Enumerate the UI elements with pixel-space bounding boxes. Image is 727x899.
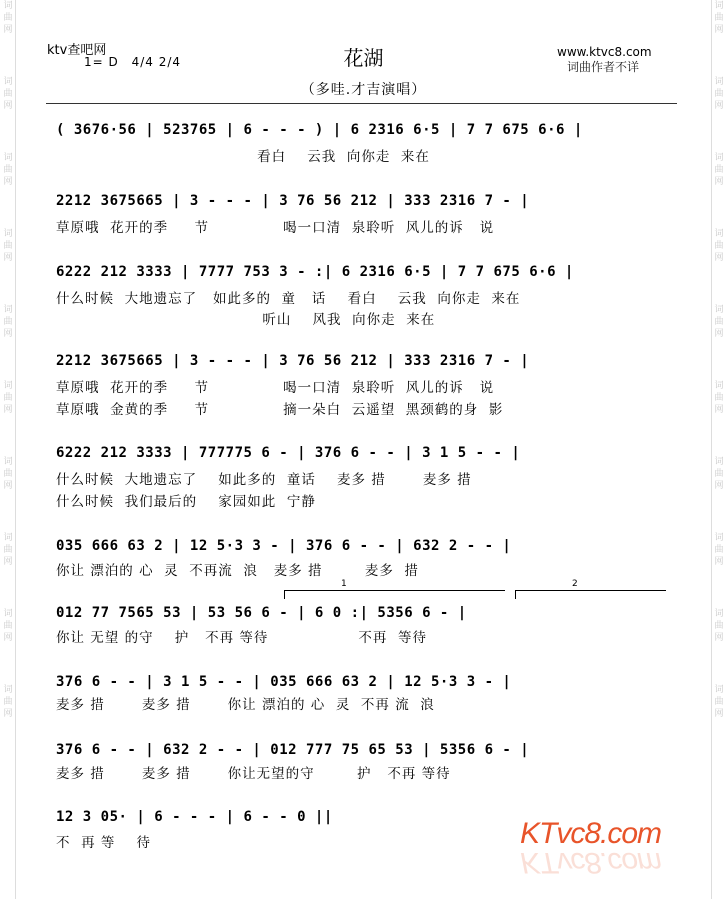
- margin-watermark-text: 词 曲 网: [3, 381, 13, 415]
- lyric-line: 听山 风我 向你走 来在: [56, 312, 436, 328]
- margin-watermark-text: 词 曲 网: [714, 381, 724, 415]
- notation-row: 035 666 63 2 | 12 5·3 3 - | 376 6 - - | 632 2 - - |: [56, 538, 512, 554]
- right-margin-watermark: [711, 0, 726, 899]
- margin-watermark-text: 词 曲 网: [714, 457, 724, 491]
- notation-row: 012 77 7565 53 | 53 56 6 - | 6 0 :| 5356 6 - |: [56, 605, 467, 621]
- notation-row: 2212 3675665 | 3 - - - | 3 76 56 212 | 333 2316 7 - |: [56, 353, 530, 369]
- lyric-line: 不 再 等 待: [56, 835, 152, 851]
- lyric-line: 麦多 措 麦多 措 你让 漂泊的 心 灵 不再 流 浪: [56, 697, 435, 713]
- margin-watermark-text: 词 曲 网: [3, 77, 13, 111]
- song-subtitle: （多哇.才吉演唱）: [300, 82, 427, 98]
- time-signature: 4/4 2/4: [131, 55, 182, 69]
- notation-row: ( 3676·56 | 523765 | 6 - - - ) | 6 2316 6·5 | 7 7 675 6·6 |: [56, 122, 583, 138]
- lyric-line: 草原哦 花开的季 节 喝一口清 泉聆听 风儿的诉 说: [56, 380, 495, 396]
- lyric-line: 看白 云我 向你走 来在: [56, 149, 430, 165]
- site-logo-reflection: KTvc8.com: [520, 846, 662, 879]
- site-logo: KTvc8.com: [520, 817, 662, 850]
- margin-watermark-text: 词 曲 网: [3, 305, 13, 339]
- margin-watermark-text: 词 曲 网: [714, 153, 724, 187]
- notation-row: 6222 212 3333 | 7777 753 3 - :| 6 2316 6·5 | 7 7 675 6·6 |: [56, 264, 574, 280]
- margin-watermark-text: 词 曲 网: [3, 685, 13, 719]
- margin-watermark-text: 词 曲 网: [714, 229, 724, 263]
- second-ending-bracket: 2: [515, 590, 666, 599]
- left-margin-watermark: [1, 0, 16, 899]
- lyric-line: 草原哦 金黄的季 节 摘一朵白 云遥望 黑颈鹤的身 影: [56, 402, 504, 418]
- margin-watermark-text: 词 曲 网: [3, 533, 13, 567]
- song-title: 花湖: [343, 46, 384, 70]
- key-label: 1= D: [84, 55, 119, 69]
- notation-row: 376 6 - - | 3 1 5 - - | 035 666 63 2 | 12 5·3 3 - |: [56, 674, 512, 690]
- lyric-line: 什么时候 大地遗忘了 如此多的 童话 麦多 措 麦多 措: [56, 472, 472, 488]
- margin-watermark-text: 词 曲 网: [714, 609, 724, 643]
- lyric-line: 什么时候 大地遗忘了 如此多的 童 话 看白 云我 向你走 来在: [56, 291, 521, 307]
- margin-watermark-text: 词 曲 网: [3, 229, 13, 263]
- first-ending-bracket: 1: [284, 590, 505, 599]
- notation-row: 12 3 05· | 6 - - - | 6 - - 0 ||: [56, 809, 333, 825]
- site-url: www.ktvc8.com: [557, 45, 652, 59]
- lyric-line: 你让 漂泊的 心 灵 不再流 浪 麦多 措 麦多 措: [56, 563, 419, 579]
- lyric-line: 什么时候 我们最后的 家园如此 宁静: [56, 494, 316, 510]
- notation-row: 376 6 - - | 632 2 - - | 012 777 75 65 53 | 5356 6 - |: [56, 742, 530, 758]
- lyric-line: 你让 无望 的守 护 不再 等待 不再 等待: [56, 630, 427, 646]
- margin-watermark-text: 词 曲 网: [3, 153, 13, 187]
- notation-row: 2212 3675665 | 3 - - - | 3 76 56 212 | 333 2316 7 - |: [56, 193, 530, 209]
- margin-watermark-text: 词 曲 网: [3, 1, 13, 35]
- margin-watermark-text: 词 曲 网: [714, 685, 724, 719]
- margin-watermark-text: 词 曲 网: [3, 609, 13, 643]
- lyric-line: 草原哦 花开的季 节 喝一口清 泉聆听 风儿的诉 说: [56, 220, 495, 236]
- margin-watermark-text: 词 曲 网: [714, 77, 724, 111]
- notation-row: 6222 212 3333 | 777775 6 - | 376 6 - - | 3 1 5 - - |: [56, 445, 521, 461]
- margin-watermark-text: 词 曲 网: [3, 457, 13, 491]
- lyric-line: 麦多 措 麦多 措 你让无望的守 护 不再 等待: [56, 766, 451, 782]
- margin-watermark-text: 词 曲 网: [714, 1, 724, 35]
- site-label-left: ktv查吧网: [47, 43, 107, 58]
- credit-line: 词曲作者不详: [567, 60, 640, 74]
- margin-watermark-text: 词 曲 网: [714, 305, 724, 339]
- margin-watermark-text: 词 曲 网: [714, 533, 724, 567]
- header-rule: [46, 103, 677, 104]
